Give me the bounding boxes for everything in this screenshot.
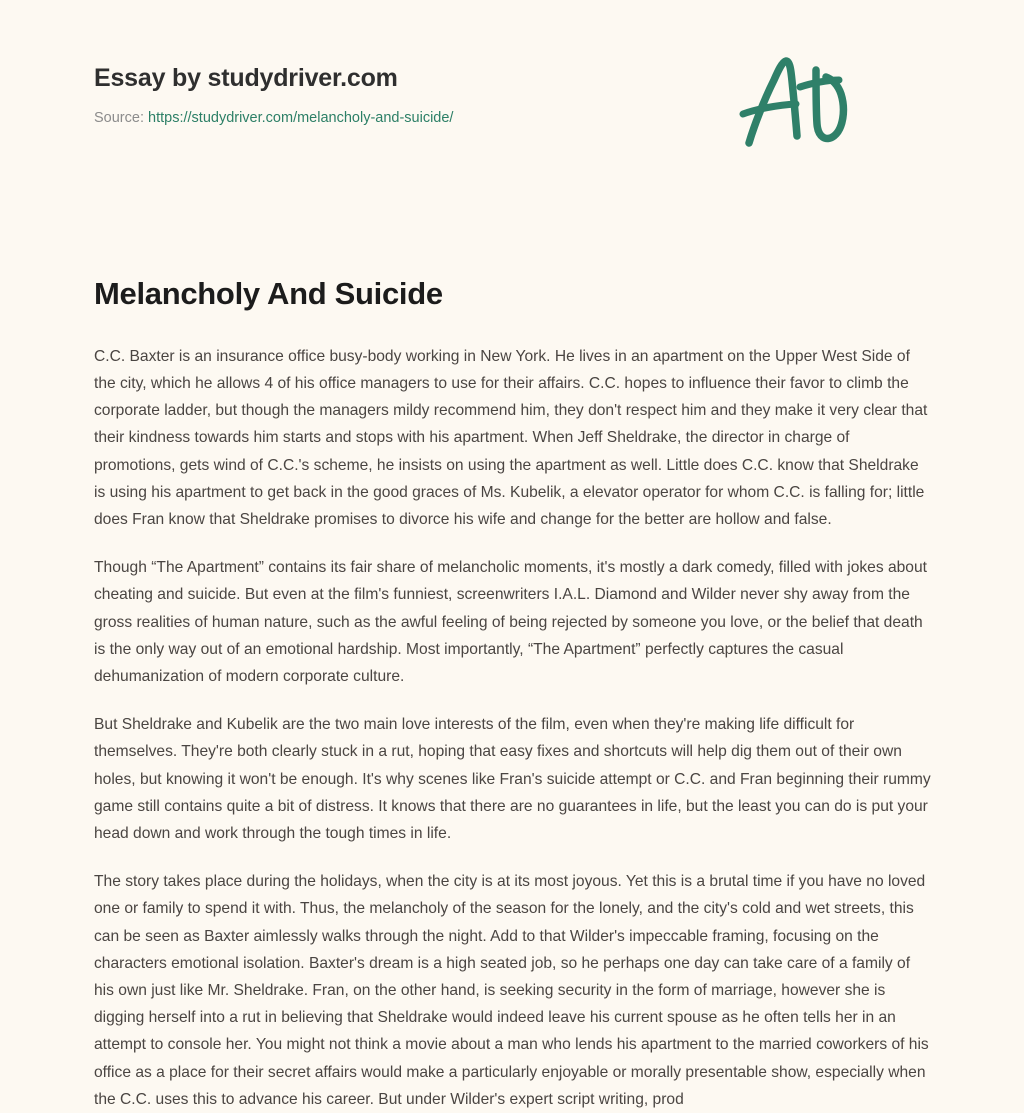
article-paragraph: But Sheldrake and Kubelik are the two main love interests of the film, even when they're making life difficult for themselves. They're both clearly stuck in a rut, hoping that easy fixes and shortcuts will help dig them out of their own holes, but knowing it won't be enough. It's why scenes like Fran's suicide attempt or C.C. and Fran beginning their rummy game still contains quite a bit of distress. It knows that there are no guarantees in life, but the least you can do is put your head down and work through the tough times in life. xyxy=(94,716,931,842)
article-body xyxy=(94,314,932,1113)
article-paragraph: C.C. Baxter is an insurance office busy-body working in New York. He lives in an apartment on the Upper West Side of the city, which he allows 4 of his office managers to use for their affairs. C.C. hopes to influence their favor to climb the corporate ladder, but though the managers mildy recommend him, they don't respect him and they make it very clear that their kindness towards him starts and stops with his apartment. When Jeff Sheldrake, the director in charge of promotions, gets wind of C.C.'s scheme, he insists on using the apartment as well. Little does C.C. know that Sheldrake is using his apartment to get back in the good graces of Ms. Kubelik, a elevator operator for whom C.C. is falling for; little does Fran know that Sheldrake promises to divorce his wife and change for the better are hollow and false. xyxy=(94,347,928,528)
aplus-logo-icon xyxy=(734,48,852,153)
source-label: Source: xyxy=(94,110,144,126)
document-header xyxy=(94,0,930,183)
brand-line: Essay by studydriver.com xyxy=(94,64,398,92)
page-title: Melancholy And Suicide xyxy=(94,276,443,311)
article-paragraph: The story takes place during the holidays, when the city is at its most joyous. Yet this is a brutal time if you have no loved one or family to spend it with. Thus, the melancholy of the season for the lonely, and the city's cold and wet streets, this can be seen as Baxter aimlessly walks through the night. Add to that Wilder's impeccable framing, focusing on the characters emotional isolation. Baxter's dream is a high seated job, so he perhaps one day can take care of a family of his own just like Mr. Sheldrake. Fran, on the other hand, is seeking security in the form of marriage, however she is digging herself into a rut in believing that Sheldrake would indeed leave his current spouse as he often tells her in an attempt to console her. You might not think a movie about a man who lends his apartment to the married coworkers of his office as a place for their secret affairs would make a particularly enjoyable or morally presentable show, especially when the C.C. uses this to advance his career. But under Wilder's expert script writing, prod xyxy=(94,873,929,1108)
article-paragraph: Though “The Apartment” contains its fair share of melancholic moments, it's mostly a dark comedy, filled with jokes about cheating and suicide. But even at the film's funniest, screenwriters I.A.L. Diamond and Wilder never shy away from the gross realities of human nature, such as the awful feeling of being rejected by someone you love, or the belief that death is the only way out of an emotional hardship. Most importantly, “The Apartment” perfectly captures the casual dehumanization of modern corporate culture. xyxy=(94,559,927,685)
source-url-link[interactable]: https://studydriver.com/melancholy-and-suicide/ xyxy=(148,110,454,126)
